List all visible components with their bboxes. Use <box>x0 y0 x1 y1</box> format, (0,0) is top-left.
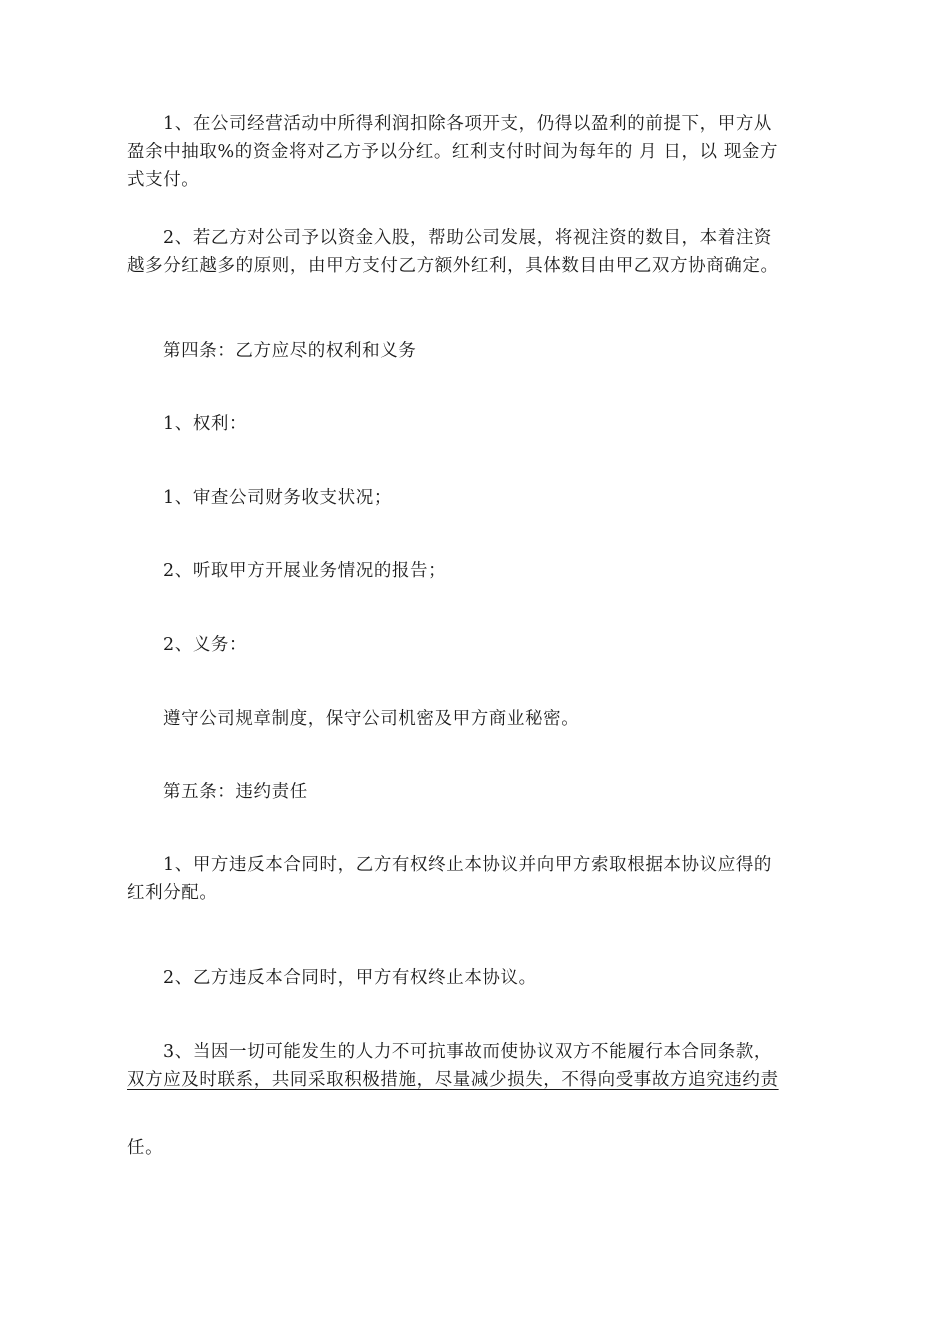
obligations-heading <box>127 631 827 659</box>
article-five-heading <box>127 778 827 806</box>
paragraph-dividend-terms <box>127 110 827 194</box>
text-line: 3、当因一切可能发生的人力不可抗事故而使协议双方不能履行本合同条款， <box>163 1042 773 1062</box>
text-line: 任。 <box>127 1138 164 1158</box>
text-line: 2、义务： <box>163 635 248 655</box>
text-line: 遵守公司规章制度，保守公司机密及甲方商业秘密。 <box>163 709 580 729</box>
force-majeure-clause-end <box>127 1134 827 1162</box>
text-line: 盈余中抽取%的资金将对乙方予以分红。红利支付时间为每年的 月 日，以 现金方 <box>127 142 779 162</box>
text-line: 2、若乙方对公司予以资金入股，帮助公司发展，将视注资的数目，本着注资 <box>163 228 773 248</box>
article-four-heading <box>127 337 827 365</box>
text-line: 1、权利： <box>163 414 248 434</box>
text-line: 2、听取甲方开展业务情况的报告； <box>163 561 447 581</box>
text-line: 第四条：乙方应尽的权利和义务 <box>163 341 417 361</box>
force-majeure-clause <box>127 1038 827 1094</box>
text-line: 第五条：违约责任 <box>163 782 308 802</box>
rights-item-2 <box>127 557 827 585</box>
text-line: 1、甲方违反本合同时，乙方有权终止本协议并向甲方索取根据本协议应得的 <box>163 855 773 875</box>
paragraph-extra-dividend <box>127 224 827 280</box>
rights-heading <box>127 410 827 438</box>
rights-item-1 <box>127 484 827 512</box>
obligations-item <box>127 705 827 733</box>
text-line: 越多分红越多的原则，由甲方支付乙方额外红利，具体数目由甲乙双方协商确定。 <box>127 256 779 276</box>
breach-clause-2 <box>127 964 827 992</box>
underlined-text-line: 双方应及时联系，共同采取积极措施，尽量减少损失，不得向受事故方追究违约责 <box>127 1070 779 1090</box>
text-line: 1、审查公司财务收支状况； <box>163 488 392 508</box>
text-line: 式支付。 <box>127 170 200 190</box>
text-line: 红利分配。 <box>127 883 218 903</box>
text-line: 2、乙方违反本合同时，甲方有权终止本协议。 <box>163 968 537 988</box>
breach-clause-1 <box>127 851 827 907</box>
text-line: 1、在公司经营活动中所得利润扣除各项开支，仍得以盈利的前提下，甲方从 <box>163 114 773 134</box>
